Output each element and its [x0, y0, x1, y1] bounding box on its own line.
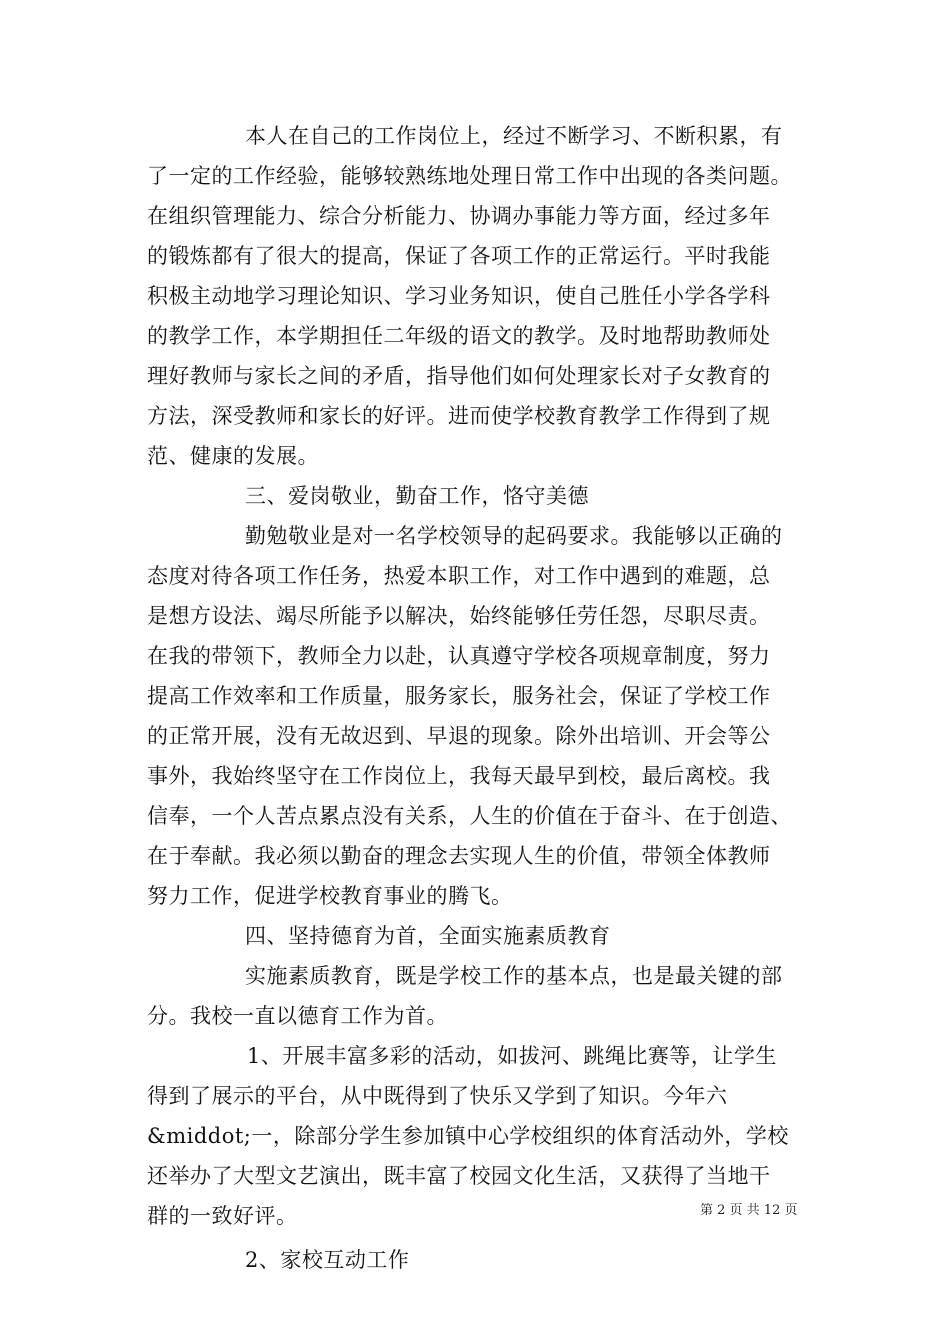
paragraph-line: 信奉，一个人苦点累点没有关系，人生的价值在于奋斗、在于创造、 [147, 804, 792, 828]
paragraph-line: 本人在自己的工作岗位上，经过不断学习、不断积累，有 [245, 124, 783, 148]
paragraph-line: 态度对待各项工作任务，热爱本职工作，对工作中遇到的难题，总 [147, 564, 771, 588]
subsection-heading: 2、家校互动工作 [245, 1248, 410, 1272]
paragraph-line: 努力工作，促进学校教育事业的腾飞。 [147, 884, 513, 908]
paragraph-line: 范、健康的发展。 [147, 444, 319, 468]
paragraph-line: 还举办了大型文艺演出，既丰富了校园文化生活，又获得了当地干 [147, 1164, 771, 1188]
section-heading: 四、坚持德育为首，全面实施素质教育 [245, 924, 611, 948]
paragraph-line: 的正常开展，没有无故迟到、早退的现象。除外出培训、开会等公 [147, 724, 771, 748]
paragraph-line: 事外，我始终坚守在工作岗位上，我每天最早到校，最后离校。我 [147, 764, 771, 788]
paragraph-line: 提高工作效率和工作质量，服务家长，服务社会，保证了学校工作 [147, 684, 771, 708]
paragraph-line: 积极主动地学习理论知识、学习业务知识，使自己胜任小学各学科 [147, 284, 771, 308]
paragraph-line: 在组织管理能力、综合分析能力、协调办事能力等方面，经过多年 [147, 204, 771, 228]
paragraph-line: 分。我校一直以德育工作为首。 [147, 1004, 448, 1028]
paragraph-line: 1、开展丰富多彩的活动，如拔河、跳绳比赛等，让学生 [247, 1044, 777, 1068]
paragraph-line: 在我的带领下，教师全力以赴，认真遵守学校各项规章制度，努力 [147, 644, 771, 668]
paragraph-line: 的锻炼都有了很大的提高，保证了各项工作的正常运行。平时我能 [147, 244, 771, 268]
paragraph-line: 在于奉献。我必须以勤奋的理念去实现人生的价值，带领全体教师 [147, 844, 771, 868]
paragraph-line: 勤勉敬业是对一名学校领导的起码要求。我能够以正确的 [245, 524, 783, 548]
paragraph-line: &middot;一，除部分学生参加镇中心学校组织的体育活动外，学校 [147, 1124, 789, 1148]
paragraph-line: 的教学工作，本学期担任二年级的语文的教学。及时地帮助教师处 [147, 324, 771, 348]
paragraph-line: 得到了展示的平台，从中既得到了快乐又学到了知识。今年六 [147, 1084, 728, 1108]
paragraph-line: 方法，深受教师和家长的好评。进而使学校教育教学工作得到了规 [147, 404, 771, 428]
paragraph-line: 实施素质教育，既是学校工作的基本点，也是最关键的部 [245, 964, 783, 988]
paragraph-line: 理好教师与家长之间的矛盾，指导他们如何处理家长对子女教育的 [147, 364, 771, 388]
page-number-footer: 第 2 页 共 12 页 [700, 1203, 798, 1218]
paragraph-line: 是想方设法、竭尽所能予以解决，始终能够任劳任怨，尽职尽责。 [147, 604, 771, 628]
paragraph-line: 群的一致好评。 [147, 1204, 298, 1228]
section-heading: 三、爱岗敬业，勤奋工作，恪守美德 [245, 484, 589, 508]
paragraph-line: 了一定的工作经验，能够较熟练地处理日常工作中出现的各类问题。 [147, 164, 792, 188]
